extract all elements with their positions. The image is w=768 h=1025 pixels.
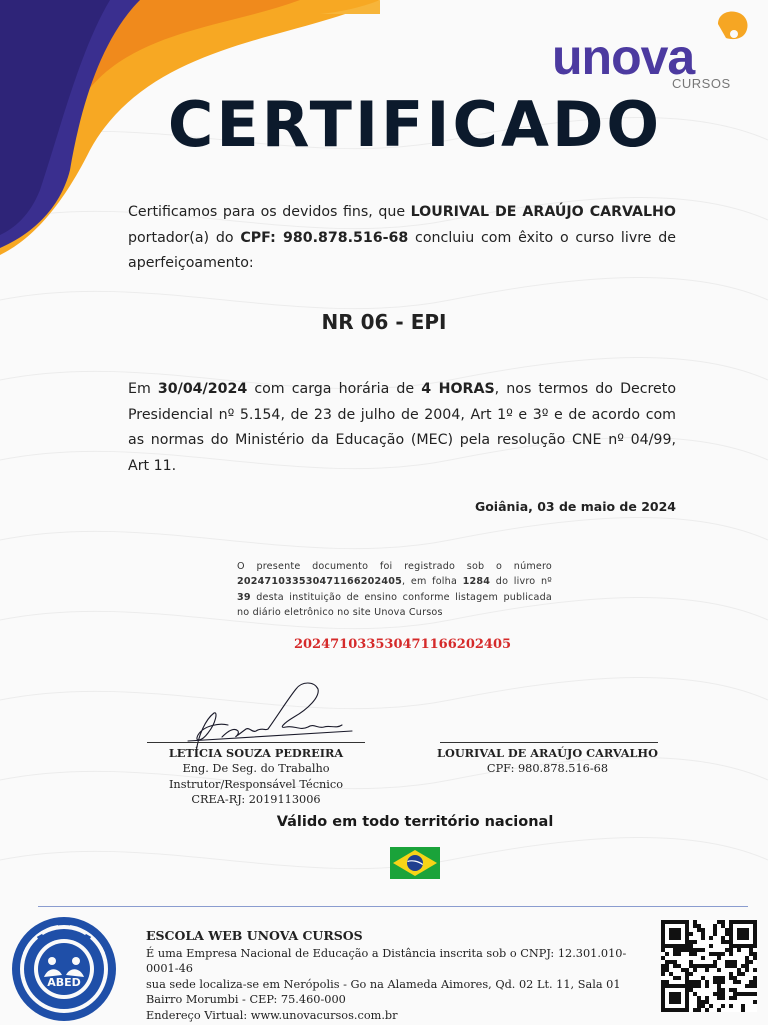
instructor-block (147, 746, 365, 808)
logo-wordmark: unova (552, 29, 695, 85)
registry-note: O presente documento foi registrado sob o número 202471033530471166202405, em folha 1284 do livro nº 39 desta instituição de ensino conforme listagem publicada no diário eletrônico no site Unova Cursos (237, 561, 552, 618)
registry-number: 202471033530471166202405 (237, 576, 403, 588)
place-and-date: Goiânia, 03 de maio de 2024 (474, 499, 676, 514)
student-block (420, 746, 675, 777)
logo-subtitle: CURSOS (672, 76, 731, 91)
qr-code-icon[interactable] (661, 920, 757, 1012)
brazil-flag-icon (390, 847, 440, 879)
school-name: ESCOLA WEB UNOVA CURSOS (146, 928, 363, 943)
school-address: sua sede localiza-se em Nerópolis - Go na Alameda Aimores, Qd. 02 Lt. 11, Sala 01 (146, 977, 621, 991)
student-sign-cpf: CPF: 980.878.516-68 (486, 762, 609, 776)
certificate-title: CERTIFICADO (167, 88, 663, 161)
footer-divider (38, 906, 748, 907)
course-hours: 4 HORAS (421, 381, 495, 397)
instructor-signature-line (147, 742, 365, 743)
abed-seal-icon (8, 913, 120, 1025)
seal-label: ABED (47, 976, 81, 989)
student-name: LOURIVAL DE ARAÚJO CARVALHO (410, 204, 676, 220)
student-cpf: CPF: 980.878.516-68 (240, 229, 409, 246)
instructor-signature (168, 675, 358, 757)
instructor-title: Instrutor/Responsável Técnico (168, 777, 344, 791)
unova-logo (548, 10, 758, 95)
instructor-name: LETÍCIA SOUZA PEDREIRA (168, 746, 344, 760)
instructor-crea: CREA-RJ: 2019113006 (191, 793, 321, 807)
school-cnpj: É uma Empresa Nacional de Educação a Distância inscrita sob o CNPJ: 12.301.010-0001-46 (146, 946, 627, 975)
details-paragraph: Em 30/04/2024 com carga horária de 4 HORAS, nos termos do Decreto Presidencial nº 5.154, de 23 de julho de 2004, Art 1º e 3º e de acordo com as normas do Ministério da Educação (MEC) pela resolução CNE nº 04/99, Art 11. (128, 381, 677, 474)
completion-date: 30/04/2024 (157, 381, 248, 397)
school-info (146, 928, 656, 1023)
registry-code: 202471033530471166202405 (293, 637, 512, 652)
validity-statement: Válido em todo território nacional (276, 814, 554, 830)
logo-accent-icon (714, 10, 750, 44)
instructor-role: Eng. De Seg. do Trabalho (182, 762, 330, 776)
course-name: NR 06 - EPI (321, 310, 447, 334)
student-signature-line (440, 742, 658, 743)
school-neighborhood: Bairro Morumbi - CEP: 75.460-000 (146, 993, 346, 1006)
intro-paragraph: Certificamos para os devidos fins, que LOURIVAL DE ARAÚJO CARVALHO portador(a) do CPF: 980.878.516-68 concluiu com êxito o curso livre de aperfeiçoamento: (128, 204, 676, 271)
student-sign-name: LOURIVAL DE ARAÚJO CARVALHO (437, 746, 658, 760)
school-website: Endereço Virtual: www.unovacursos.com.br (146, 1008, 398, 1022)
